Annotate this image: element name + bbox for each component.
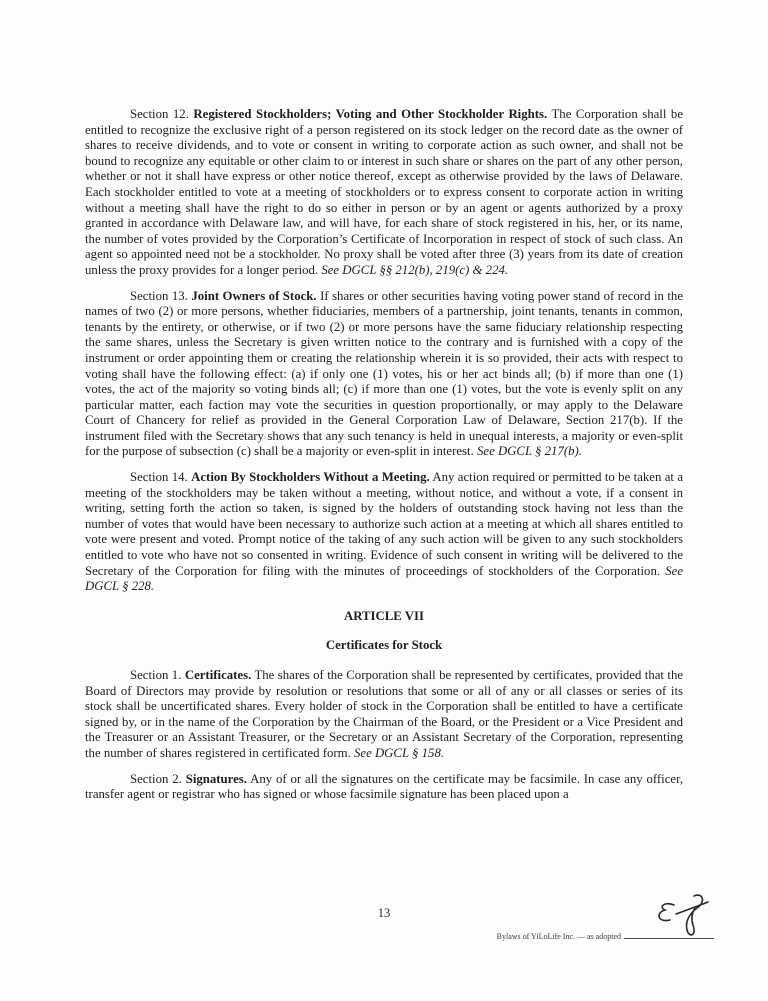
section-citation: See DGCL §§ 212(b), 219(c) & 224.: [321, 262, 509, 277]
document-body: [85, 107, 683, 813]
page-number: 13: [377, 906, 391, 920]
section-label: Section 12.: [130, 107, 189, 121]
section-title: Action By Stockholders Without a Meeting.: [191, 470, 430, 485]
section-title: Joint Owners of Stock.: [191, 288, 317, 303]
section-label: Section 14.: [130, 470, 188, 485]
section-body: Any action required or permitted to be taken at a meeting of the stockholders may be taken without a meeting, without notice, and without a vote, if a consent in writing, setting forth the action so taken, is signed by the holders of outstanding stock having not less than the number of votes that would have been necessary to authorize such action at a meeting at which all shares entitled to vote were present and voted. Prompt notice of the taking of any such action will be given to any such stockholders entitled to vote who have not so consented in writing. Evidence of such consent in writing will be delivered to the Secretary of the Corporation for filing with the minutes of proceedings of stockholders of the Corporation.: [85, 470, 684, 578]
section-label: Section 1.: [130, 668, 182, 682]
section-title: Registered Stockholders; Voting and Other Stockholder Rights.: [193, 107, 548, 121]
section-body: If shares or other securities having voting power stand of record in the names of two (2) or more persons, whether fiduciaries, members of a partnership, joint tenants, tenants in common, tenants by the entirety, or otherwise, or if two (2) or more persons have the same fiduciary relationship respecting the same shares, unless the Secretary is given written notice to the contrary and is furnished with a copy of the instrument or order appointing them or creating the relationship wherein it is so provided, their acts with respect to voting shall have the following effect: (a) if only one (1) votes, his or her act binds all; (b) if more than one (1) votes, the act of the majority so voting binds all; (c) if more than one (1) votes, but the vote is evenly split on any particular matter, each faction may vote the securities in question proportionally, or may apply to the Delaware Court of Chancery for relief as provided in the General Corporation Law of Delaware, Section 217(b). If the instrument filed with the Secretary shows that any such tenancy is held in unequal interests, a majority or even-split for the purpose of subsection (c) shall be a majority or even-split in interest.: [85, 288, 684, 459]
paragraph-section-2: [85, 772, 683, 803]
article-heading: ARTICLE VII: [343, 608, 425, 623]
paragraph-section-13: [85, 289, 683, 461]
footer-bylaws-label: Bylaws of YiLoLife Inc. — as adopted: [496, 932, 621, 941]
section-title: Certificates.: [184, 668, 252, 682]
section-body: The shares of the Corporation shall be represented by certificates, provided that the Board of Directors may provide by resolution or resolutions that some or all of any or all classes or series of its stock shall be uncertificated shares. Every holder of stock in the Corporation shall be entitled to have a certificate signed by, or in the name of the Corporation by the Chairman of the Board, or the President or a Vice President and the Treasurer or an Assistant Treasurer, or the Secretary or an Assistant Secretary of the Corporation, representing the number of shares registered in certificated form.: [85, 668, 684, 760]
paragraph-section-1: [85, 668, 683, 762]
section-label: Section 2.: [130, 771, 182, 786]
paragraph-section-12: [85, 107, 683, 279]
section-citation: See DGCL § 217(b).: [476, 444, 582, 459]
section-label: Section 13.: [130, 288, 188, 303]
section-citation: See DGCL § 158.: [353, 745, 445, 760]
section-body: Any of or all the signatures on the certificate may be facsimile. In case any officer, transfer agent or registrar who has signed or whose facsimile signature has been placed upon a: [85, 771, 684, 802]
section-citation: See DGCL § 228.: [85, 563, 684, 594]
section-title: Signatures.: [185, 771, 247, 786]
section-body: The Corporation shall be entitled to recognize the exclusive right of a person registered on its stock ledger on the record date as the owner of shares to receive dividends, and to vote or consent in writing to corporate action as such owner, and shall not be bound to recognize any equitable or other claim to or interest in such share or shares on the part of any other person, whether or not it shall have express or other notice thereof, except as otherwise provided by the laws of Delaware. Each stockholder entitled to vote at a meeting of stockholders or to express consent to corporate action in writing without a meeting shall have the right to do so either in person or by an agent or agents authorized by a proxy granted in accordance with Delaware law, and will have, for each share of stock registered in his, her, or its name, the number of votes provided by the Corporation’s Certificate of Incorporation in respect of stock of such class. An agent so appointed need not be a stockholder. No proxy shall be voted after three (3) years from its date of creation unless the proxy provides for a longer period.: [85, 107, 683, 277]
article-subtitle: Certificates for Stock: [325, 638, 443, 653]
handwritten-signature-icon: [650, 891, 716, 941]
paragraph-section-14: [85, 470, 683, 595]
